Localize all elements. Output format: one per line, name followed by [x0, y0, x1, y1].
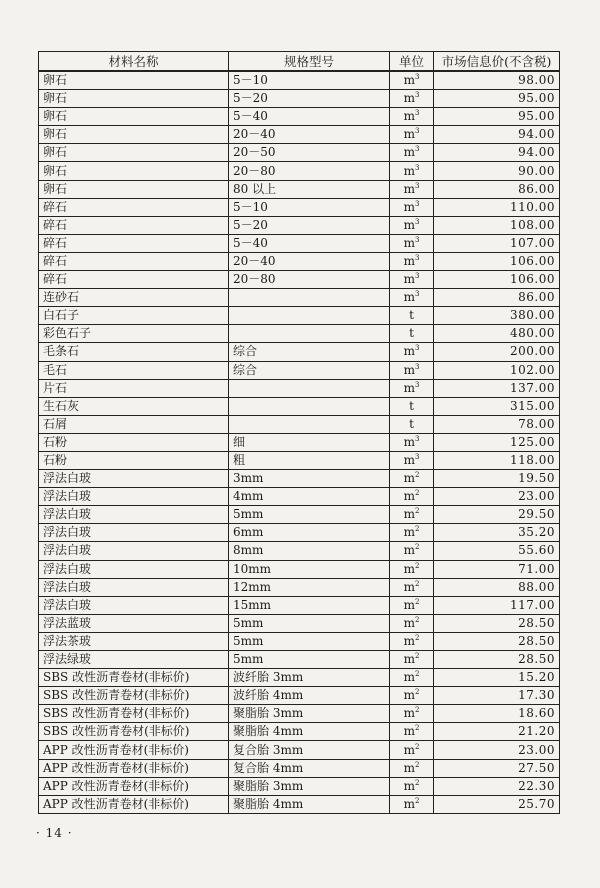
table-row [39, 669, 560, 687]
cell-market-price: 23.00 [434, 488, 560, 506]
unit-symbol: m [403, 543, 415, 558]
cell-unit [390, 669, 434, 687]
unit-symbol: m [403, 778, 415, 793]
cell-spec-model: 综合 [229, 361, 390, 379]
header-material-name: 材料名称 [39, 52, 229, 72]
unit-exponent: 2 [414, 778, 420, 787]
cell-material-name: 浮法蓝玻 [39, 614, 229, 632]
cell-spec-model: 5－40 [229, 108, 390, 126]
cell-spec-model [229, 379, 390, 397]
unit-symbol: m [403, 145, 415, 160]
unit-symbol: m [403, 507, 415, 522]
unit-exponent: 3 [414, 290, 420, 299]
cell-spec-model: 20－40 [229, 252, 390, 270]
cell-market-price: 380.00 [434, 307, 560, 325]
table-row [39, 687, 560, 705]
cell-market-price: 125.00 [434, 433, 560, 451]
unit-exponent: 2 [414, 489, 420, 498]
unit-symbol: m [403, 290, 415, 305]
table-row [39, 307, 560, 325]
cell-unit [390, 651, 434, 669]
cell-spec-model: 20－50 [229, 144, 390, 162]
cell-spec-model: 5－10 [229, 71, 390, 90]
unit-symbol: m [403, 597, 415, 612]
cell-material-name: 毛条石 [39, 343, 229, 361]
cell-market-price: 28.50 [434, 632, 560, 650]
table-row [39, 759, 560, 777]
cell-spec-model: 粗 [229, 451, 390, 469]
cell-unit [390, 307, 434, 325]
unit-exponent: 2 [414, 615, 420, 624]
table-row [39, 723, 560, 741]
unit-exponent: 3 [414, 344, 420, 353]
cell-market-price: 18.60 [434, 705, 560, 723]
cell-spec-model: 10mm [229, 560, 390, 578]
cell-spec-model: 聚脂胎 3mm [229, 777, 390, 795]
cell-spec-model: 复合胎 3mm [229, 741, 390, 759]
cell-market-price: 88.00 [434, 578, 560, 596]
unit-exponent: 3 [414, 109, 420, 118]
cell-spec-model: 15mm [229, 596, 390, 614]
unit-exponent: 2 [414, 652, 420, 661]
cell-market-price: 19.50 [434, 470, 560, 488]
cell-unit [390, 723, 434, 741]
cell-market-price: 106.00 [434, 271, 560, 289]
cell-material-name: 浮法白玻 [39, 470, 229, 488]
table-row [39, 741, 560, 759]
unit-symbol: m [403, 525, 415, 540]
unit-symbol: m [403, 272, 415, 287]
unit-exponent: 2 [414, 670, 420, 679]
unit-symbol: m [403, 688, 415, 703]
cell-unit [390, 126, 434, 144]
unit-exponent: 3 [414, 272, 420, 281]
cell-spec-model: 5－40 [229, 234, 390, 252]
table-row [39, 144, 560, 162]
page-number: · 14 · [36, 826, 73, 840]
cell-material-name: 卵石 [39, 90, 229, 108]
cell-spec-model: 波纤胎 3mm [229, 669, 390, 687]
cell-unit [390, 524, 434, 542]
table-row [39, 271, 560, 289]
table-row [39, 470, 560, 488]
price-table [38, 51, 560, 814]
unit-symbol: m [403, 489, 415, 504]
header-spec-model: 规格型号 [229, 52, 390, 72]
cell-spec-model: 5－20 [229, 90, 390, 108]
cell-market-price: 108.00 [434, 216, 560, 234]
cell-spec-model: 12mm [229, 578, 390, 596]
cell-material-name: 生石灰 [39, 397, 229, 415]
cell-material-name: 碎石 [39, 271, 229, 289]
table-row [39, 361, 560, 379]
table-row [39, 632, 560, 650]
cell-unit [390, 415, 434, 433]
cell-market-price: 200.00 [434, 343, 560, 361]
cell-market-price: 98.00 [434, 71, 560, 90]
cell-unit [390, 397, 434, 415]
cell-spec-model: 80 以上 [229, 180, 390, 198]
cell-market-price: 28.50 [434, 651, 560, 669]
table-row [39, 578, 560, 596]
cell-unit [390, 488, 434, 506]
cell-market-price: 22.30 [434, 777, 560, 795]
cell-spec-model: 20－80 [229, 271, 390, 289]
unit-symbol: m [403, 652, 415, 667]
unit-symbol: m [403, 471, 415, 486]
cell-spec-model: 20－40 [229, 126, 390, 144]
unit-exponent: 2 [414, 742, 420, 751]
table-row [39, 126, 560, 144]
cell-material-name: 浮法白玻 [39, 524, 229, 542]
cell-material-name: 卵石 [39, 144, 229, 162]
cell-unit [390, 144, 434, 162]
unit-symbol: m [403, 633, 415, 648]
unit-symbol: m [403, 217, 415, 232]
cell-unit [390, 759, 434, 777]
cell-unit [390, 325, 434, 343]
cell-market-price: 55.60 [434, 542, 560, 560]
cell-material-name: 连砂石 [39, 289, 229, 307]
unit-exponent: 3 [414, 91, 420, 100]
cell-material-name: 毛石 [39, 361, 229, 379]
cell-market-price: 35.20 [434, 524, 560, 542]
unit-symbol: m [403, 73, 415, 88]
unit-exponent: 2 [414, 706, 420, 715]
cell-unit [390, 271, 434, 289]
cell-spec-model: 5mm [229, 506, 390, 524]
table-header [39, 52, 560, 72]
table-row [39, 524, 560, 542]
unit-exponent: 2 [414, 543, 420, 552]
cell-market-price: 78.00 [434, 415, 560, 433]
unit-exponent: 2 [414, 760, 420, 769]
unit-exponent: 3 [414, 199, 420, 208]
cell-market-price: 94.00 [434, 144, 560, 162]
unit-exponent: 2 [414, 688, 420, 697]
cell-spec-model [229, 415, 390, 433]
table-row [39, 795, 560, 813]
unit-exponent: 3 [414, 127, 420, 136]
unit-exponent: 2 [414, 597, 420, 606]
cell-unit [390, 433, 434, 451]
unit-exponent: 3 [414, 181, 420, 190]
cell-unit [390, 379, 434, 397]
unit-symbol: m [403, 199, 415, 214]
cell-material-name: 浮法茶玻 [39, 632, 229, 650]
cell-unit [390, 705, 434, 723]
cell-unit [390, 343, 434, 361]
cell-spec-model [229, 289, 390, 307]
table-row [39, 488, 560, 506]
cell-market-price: 15.20 [434, 669, 560, 687]
cell-unit [390, 777, 434, 795]
cell-market-price: 106.00 [434, 252, 560, 270]
cell-material-name: 石屑 [39, 415, 229, 433]
unit-exponent: 3 [414, 253, 420, 262]
cell-spec-model: 5－20 [229, 216, 390, 234]
cell-spec-model: 5－10 [229, 198, 390, 216]
cell-market-price: 117.00 [434, 596, 560, 614]
unit-symbol: t [409, 416, 414, 431]
table-row [39, 433, 560, 451]
table-row [39, 289, 560, 307]
unit-exponent: 3 [414, 434, 420, 443]
cell-material-name: 浮法绿玻 [39, 651, 229, 669]
unit-exponent: 3 [414, 217, 420, 226]
cell-market-price: 118.00 [434, 451, 560, 469]
unit-symbol: m [403, 579, 415, 594]
unit-exponent: 2 [414, 796, 420, 805]
unit-exponent: 3 [414, 380, 420, 389]
unit-symbol: m [403, 362, 415, 377]
cell-material-name: SBS 改性沥青卷材(非标价) [39, 669, 229, 687]
cell-spec-model: 3mm [229, 470, 390, 488]
unit-symbol: m [403, 742, 415, 757]
cell-material-name: 石粉 [39, 451, 229, 469]
cell-spec-model: 综合 [229, 343, 390, 361]
cell-spec-model [229, 307, 390, 325]
cell-unit [390, 108, 434, 126]
cell-material-name: 浮法白玻 [39, 488, 229, 506]
unit-exponent: 2 [414, 471, 420, 480]
cell-market-price: 480.00 [434, 325, 560, 343]
cell-material-name: SBS 改性沥青卷材(非标价) [39, 705, 229, 723]
unit-symbol: t [409, 398, 414, 413]
cell-material-name: 浮法白玻 [39, 596, 229, 614]
cell-unit [390, 687, 434, 705]
cell-spec-model: 5mm [229, 614, 390, 632]
cell-material-name: 浮法白玻 [39, 560, 229, 578]
cell-spec-model: 聚脂胎 3mm [229, 705, 390, 723]
unit-symbol: m [403, 724, 415, 739]
cell-material-name: 白石子 [39, 307, 229, 325]
table-row [39, 162, 560, 180]
table-row [39, 451, 560, 469]
cell-spec-model: 5mm [229, 651, 390, 669]
table-row [39, 180, 560, 198]
table-row [39, 252, 560, 270]
cell-market-price: 71.00 [434, 560, 560, 578]
table-row [39, 216, 560, 234]
unit-exponent: 3 [414, 453, 420, 462]
cell-unit [390, 90, 434, 108]
table-row [39, 198, 560, 216]
table-row [39, 542, 560, 560]
unit-exponent: 3 [414, 235, 420, 244]
header-unit: 单位 [390, 52, 434, 72]
cell-market-price: 315.00 [434, 397, 560, 415]
cell-unit [390, 596, 434, 614]
cell-unit [390, 578, 434, 596]
cell-material-name: 碎石 [39, 198, 229, 216]
unit-symbol: m [403, 253, 415, 268]
cell-unit [390, 71, 434, 90]
cell-material-name: 碎石 [39, 234, 229, 252]
unit-symbol: m [403, 344, 415, 359]
cell-material-name: 彩色石子 [39, 325, 229, 343]
unit-symbol: m [403, 760, 415, 775]
cell-market-price: 25.70 [434, 795, 560, 813]
cell-unit [390, 289, 434, 307]
cell-spec-model: 4mm [229, 488, 390, 506]
cell-unit [390, 614, 434, 632]
unit-exponent: 3 [414, 362, 420, 371]
cell-spec-model: 细 [229, 433, 390, 451]
unit-exponent: 3 [414, 73, 420, 82]
unit-symbol: t [409, 308, 414, 323]
cell-market-price: 27.50 [434, 759, 560, 777]
table-row [39, 90, 560, 108]
table-row [39, 71, 560, 90]
table-row [39, 651, 560, 669]
cell-material-name: 卵石 [39, 180, 229, 198]
cell-material-name: APP 改性沥青卷材(非标价) [39, 795, 229, 813]
cell-market-price: 86.00 [434, 180, 560, 198]
cell-market-price: 94.00 [434, 126, 560, 144]
cell-unit [390, 470, 434, 488]
cell-market-price: 17.30 [434, 687, 560, 705]
cell-material-name: 卵石 [39, 126, 229, 144]
cell-material-name: 浮法白玻 [39, 542, 229, 560]
cell-spec-model [229, 325, 390, 343]
cell-spec-model: 5mm [229, 632, 390, 650]
cell-spec-model: 复合胎 4mm [229, 759, 390, 777]
table-row [39, 596, 560, 614]
cell-market-price: 28.50 [434, 614, 560, 632]
unit-symbol: m [403, 380, 415, 395]
table-row [39, 108, 560, 126]
unit-exponent: 2 [414, 561, 420, 570]
cell-unit [390, 252, 434, 270]
cell-unit [390, 632, 434, 650]
cell-market-price: 102.00 [434, 361, 560, 379]
table-body [39, 71, 560, 813]
cell-spec-model: 聚脂胎 4mm [229, 723, 390, 741]
table-row [39, 614, 560, 632]
table-row [39, 777, 560, 795]
cell-market-price: 90.00 [434, 162, 560, 180]
table-row [39, 397, 560, 415]
cell-material-name: 碎石 [39, 252, 229, 270]
unit-symbol: t [409, 326, 414, 341]
cell-material-name: SBS 改性沥青卷材(非标价) [39, 687, 229, 705]
cell-material-name: SBS 改性沥青卷材(非标价) [39, 723, 229, 741]
unit-symbol: m [403, 561, 415, 576]
unit-exponent: 3 [414, 163, 420, 172]
cell-unit [390, 542, 434, 560]
unit-symbol: m [403, 109, 415, 124]
cell-material-name: 卵石 [39, 162, 229, 180]
cell-spec-model [229, 397, 390, 415]
header-market-price: 市场信息价(不含税) [434, 52, 560, 72]
table-row [39, 560, 560, 578]
cell-unit [390, 234, 434, 252]
cell-market-price: 95.00 [434, 90, 560, 108]
cell-spec-model: 聚脂胎 4mm [229, 795, 390, 813]
unit-symbol: m [403, 127, 415, 142]
cell-unit [390, 741, 434, 759]
cell-spec-model: 波纤胎 4mm [229, 687, 390, 705]
cell-market-price: 23.00 [434, 741, 560, 759]
unit-symbol: m [403, 235, 415, 250]
cell-unit [390, 560, 434, 578]
unit-exponent: 2 [414, 507, 420, 516]
unit-symbol: m [403, 91, 415, 106]
cell-spec-model: 20－80 [229, 162, 390, 180]
cell-market-price: 86.00 [434, 289, 560, 307]
table-row [39, 705, 560, 723]
cell-market-price: 110.00 [434, 198, 560, 216]
cell-unit [390, 180, 434, 198]
unit-symbol: m [403, 434, 415, 449]
cell-unit [390, 216, 434, 234]
cell-market-price: 29.50 [434, 506, 560, 524]
unit-symbol: m [403, 670, 415, 685]
table-row [39, 234, 560, 252]
unit-exponent: 2 [414, 525, 420, 534]
unit-exponent: 3 [414, 145, 420, 154]
unit-exponent: 2 [414, 724, 420, 733]
unit-symbol: m [403, 615, 415, 630]
unit-symbol: m [403, 181, 415, 196]
table-row [39, 325, 560, 343]
cell-unit [390, 795, 434, 813]
cell-material-name: 石粉 [39, 433, 229, 451]
cell-spec-model: 8mm [229, 542, 390, 560]
table-row [39, 506, 560, 524]
cell-material-name: 碎石 [39, 216, 229, 234]
unit-symbol: m [403, 453, 415, 468]
cell-market-price: 107.00 [434, 234, 560, 252]
cell-material-name: 浮法白玻 [39, 506, 229, 524]
cell-market-price: 95.00 [434, 108, 560, 126]
cell-material-name: APP 改性沥青卷材(非标价) [39, 741, 229, 759]
cell-unit [390, 198, 434, 216]
cell-market-price: 137.00 [434, 379, 560, 397]
cell-unit [390, 451, 434, 469]
table-row [39, 343, 560, 361]
unit-symbol: m [403, 796, 415, 811]
cell-material-name: 卵石 [39, 71, 229, 90]
cell-unit [390, 361, 434, 379]
cell-market-price: 21.20 [434, 723, 560, 741]
unit-exponent: 2 [414, 579, 420, 588]
cell-unit [390, 506, 434, 524]
cell-material-name: APP 改性沥青卷材(非标价) [39, 759, 229, 777]
unit-symbol: m [403, 706, 415, 721]
cell-spec-model: 6mm [229, 524, 390, 542]
cell-material-name: 卵石 [39, 108, 229, 126]
unit-exponent: 2 [414, 633, 420, 642]
table-row [39, 379, 560, 397]
table-row [39, 415, 560, 433]
cell-material-name: 片石 [39, 379, 229, 397]
cell-unit [390, 162, 434, 180]
cell-material-name: APP 改性沥青卷材(非标价) [39, 777, 229, 795]
cell-material-name: 浮法白玻 [39, 578, 229, 596]
unit-symbol: m [403, 163, 415, 178]
